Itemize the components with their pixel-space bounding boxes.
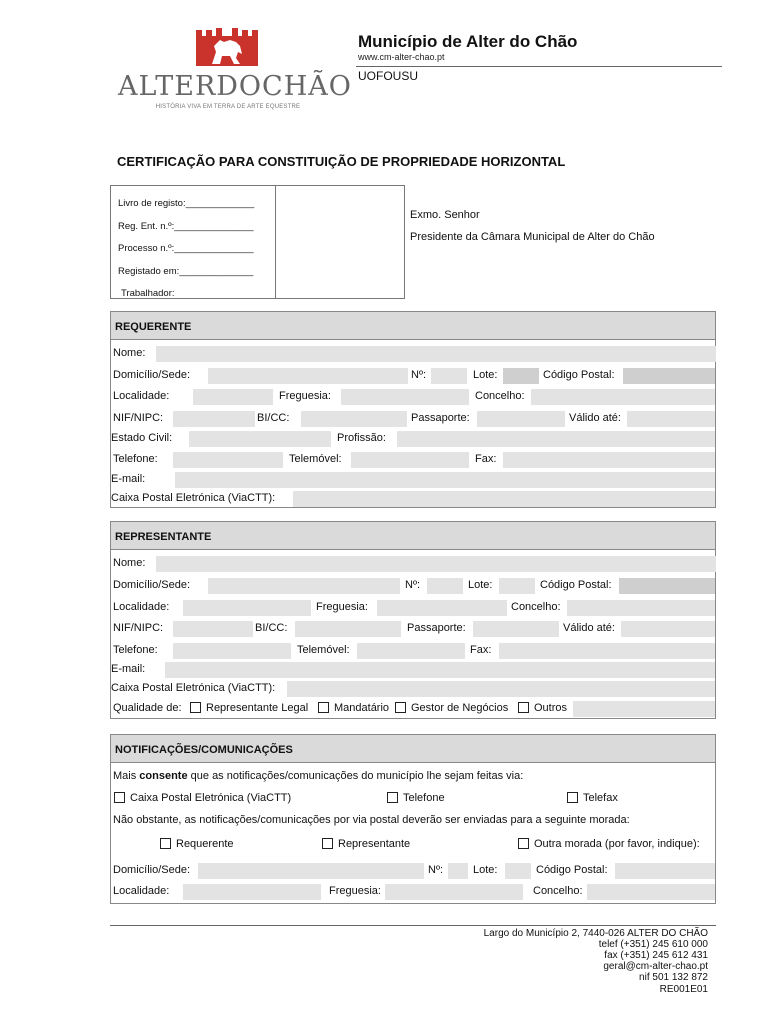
rep-gestor-label: Gestor de Negócios — [411, 702, 509, 714]
rep-passaporte-field[interactable] — [473, 621, 559, 637]
footer-doc-code: RE001E01 — [659, 984, 708, 995]
rep-localidade-field[interactable] — [183, 600, 311, 616]
rep-nif-field[interactable] — [173, 621, 253, 637]
req-domicilio-label: Domicílio/Sede: — [113, 369, 191, 381]
rep-legal-checkbox[interactable] — [190, 702, 201, 713]
req-bicc-label: BI/CC: — [257, 412, 290, 424]
req-passaporte-field[interactable] — [477, 411, 565, 427]
req-numero-label: Nº: — [411, 369, 427, 381]
notif-consent-pre: Mais — [113, 770, 137, 782]
footer-telef: telef (+351) 245 610 000 — [598, 939, 708, 950]
footer-fax: fax (+351) 245 612 431 — [604, 950, 708, 961]
req-nome-field[interactable] — [156, 346, 716, 362]
req-valido-label: Válido até: — [569, 412, 621, 424]
notif-outra-checkbox[interactable] — [518, 838, 529, 849]
rep-concelho-field[interactable] — [567, 600, 715, 616]
notif-localidade-field[interactable] — [183, 884, 321, 900]
registry-livro: Livro de registo:_____________ — [118, 198, 255, 209]
rep-telemovel-label: Telemóvel: — [297, 644, 350, 656]
req-telefone-label: Telefone: — [113, 453, 158, 465]
notif-lote-label: Lote: — [473, 864, 498, 876]
municipality-logo — [118, 28, 352, 114]
rep-email-field[interactable] — [165, 662, 715, 678]
rep-valido-label: Válido até: — [563, 622, 615, 634]
logo-slogan: HISTÓRIA VIVA EM TERRA DE ARTE EQUESTRE — [155, 104, 301, 110]
req-localidade-label: Localidade: — [113, 390, 170, 402]
registry-registado: Registado em:______________ — [118, 266, 254, 277]
req-caixa-label: Caixa Postal Eletrónica (ViaCTT): — [111, 492, 276, 504]
rep-mandatario-checkbox[interactable] — [318, 702, 329, 713]
rep-nome-label: Nome: — [113, 557, 146, 569]
notif-telefax-label: Telefax — [583, 792, 618, 804]
castle-horse-icon — [196, 28, 258, 66]
rep-legal-label: Representante Legal — [206, 702, 309, 714]
rep-bicc-label: BI/CC: — [255, 622, 288, 634]
req-fax-field[interactable] — [503, 452, 715, 468]
notif-numero-field[interactable] — [448, 863, 468, 879]
req-fax-label: Fax: — [475, 453, 497, 465]
logo-wordmark: ALTERDOCHÃO — [118, 71, 352, 102]
req-freguesia-field[interactable] — [341, 389, 469, 405]
notif-consent-bold: consente — [139, 770, 188, 782]
req-lote-label: Lote: — [473, 369, 498, 381]
notif-representante-checkbox[interactable] — [322, 838, 333, 849]
rep-domicilio-label: Domicílio/Sede: — [113, 579, 191, 591]
req-estado-civil-field[interactable] — [189, 431, 331, 447]
notif-cp-field[interactable] — [615, 863, 715, 879]
notif-cp-label: Código Postal: — [536, 864, 608, 876]
notif-domicilio-field[interactable] — [198, 863, 424, 879]
rep-telemovel-field[interactable] — [357, 643, 465, 659]
rep-qualidade-label: Qualidade de: — [113, 702, 182, 714]
rep-fax-label: Fax: — [470, 644, 492, 656]
req-cp-label: Código Postal: — [543, 369, 615, 381]
footer-email[interactable]: geral@cm-alter-chao.pt — [603, 961, 708, 972]
registry-box — [110, 185, 276, 299]
rep-caixa-label: Caixa Postal Eletrónica (ViaCTT): — [111, 682, 276, 694]
req-freguesia-label: Freguesia: — [279, 390, 331, 402]
req-profissao-label: Profissão: — [337, 432, 386, 444]
rep-bicc-field[interactable] — [295, 621, 401, 637]
rep-localidade-label: Localidade: — [113, 601, 170, 613]
notif-caixa-label: Caixa Postal Eletrónica (ViaCTT) — [130, 792, 292, 804]
req-telemovel-label: Telemóvel: — [289, 453, 342, 465]
rep-fax-field[interactable] — [499, 643, 715, 659]
rep-caixa-field[interactable] — [287, 681, 715, 697]
rep-outros-checkbox[interactable] — [518, 702, 529, 713]
website-link[interactable]: www.cm-alter-chao.pt — [358, 52, 445, 62]
rep-valido-field[interactable] — [621, 621, 715, 637]
req-domicilio-field[interactable] — [208, 368, 408, 384]
req-telemovel-field[interactable] — [351, 452, 469, 468]
req-estado-civil-label: Estado Civil: — [111, 432, 173, 444]
notif-telefone-checkbox[interactable] — [387, 792, 398, 803]
req-numero-field[interactable] — [431, 368, 467, 384]
addressee-recipient: Presidente da Câmara Municipal de Alter do Chão — [410, 231, 655, 243]
footer-nif: nif 501 132 872 — [639, 972, 708, 983]
rep-nome-field[interactable] — [156, 556, 716, 572]
footer-divider — [110, 925, 716, 926]
req-nif-label: NIF/NIPC: — [113, 412, 164, 424]
notif-notwithstanding: Não obstante, as notificações/comunicações por via postal deverão ser enviadas para a seguinte morada: — [113, 814, 630, 826]
rep-freguesia-label: Freguesia: — [316, 601, 368, 613]
rep-numero-label: Nº: — [405, 579, 421, 591]
notif-freguesia-label: Freguesia: — [329, 885, 381, 897]
req-passaporte-label: Passaporte: — [411, 412, 470, 424]
notif-concelho-field[interactable] — [587, 884, 715, 900]
notif-caixa-checkbox[interactable] — [114, 792, 125, 803]
rep-telefone-label: Telefone: — [113, 644, 158, 656]
notif-telefax-checkbox[interactable] — [567, 792, 578, 803]
rep-cp-label: Código Postal: — [540, 579, 612, 591]
requerente-section — [110, 311, 716, 508]
rep-freguesia-field[interactable] — [377, 600, 507, 616]
notif-numero-label: Nº: — [428, 864, 444, 876]
notif-freguesia-field[interactable] — [385, 884, 523, 900]
rep-numero-field[interactable] — [427, 578, 463, 594]
req-lote-field[interactable] — [503, 368, 539, 384]
notif-domicilio-label: Domicílio/Sede: — [113, 864, 191, 876]
notificacoes-heading: NOTIFICAÇÕES/COMUNICAÇÕES — [111, 735, 715, 763]
rep-telefone-field[interactable] — [173, 643, 291, 659]
notif-telefone-label: Telefone — [403, 792, 445, 804]
req-email-label: E-mail: — [111, 473, 146, 485]
notif-concelho-label: Concelho: — [533, 885, 583, 897]
req-valido-field[interactable] — [627, 411, 715, 427]
representante-heading: REPRESENTANTE — [111, 522, 715, 550]
requerente-heading: REQUERENTE — [111, 312, 715, 340]
rep-concelho-label: Concelho: — [511, 601, 561, 613]
notif-requerente-label: Requerente — [176, 838, 234, 850]
notificacoes-section — [110, 734, 716, 904]
rep-domicilio-field[interactable] — [208, 578, 400, 594]
req-telefone-field[interactable] — [173, 452, 283, 468]
registry-trabalhador: Trabalhador: — [121, 288, 175, 299]
notif-representante-label: Representante — [338, 838, 411, 850]
req-profissao-field[interactable] — [397, 431, 715, 447]
rep-outros-label: Outros — [534, 702, 568, 714]
req-nome-label: Nome: — [113, 347, 146, 359]
footer-address: Largo do Município 2, 7440-026 ALTER DO CHÃO — [483, 928, 708, 939]
rep-cp-field[interactable] — [619, 578, 715, 594]
representante-section — [110, 521, 716, 719]
req-nif-field[interactable] — [173, 411, 255, 427]
rep-lote-field[interactable] — [499, 578, 535, 594]
rep-mandatario-label: Mandatário — [334, 702, 390, 714]
municipality-name: Município de Alter do Chão — [358, 32, 578, 51]
rep-email-label: E-mail: — [111, 663, 146, 675]
req-concelho-label: Concelho: — [475, 390, 525, 402]
rep-lote-label: Lote: — [468, 579, 493, 591]
notif-lote-field[interactable] — [505, 863, 531, 879]
registry-processo: Processo n.º:_______________ — [118, 243, 254, 254]
req-concelho-field[interactable] — [531, 389, 715, 405]
registry-reg-ent: Reg. Ent. n.º:_______________ — [118, 221, 254, 232]
notif-localidade-label: Localidade: — [113, 885, 170, 897]
req-bicc-field[interactable] — [301, 411, 407, 427]
notif-consent-text — [113, 770, 523, 782]
registry-stamp-box — [275, 185, 405, 299]
req-localidade-field[interactable] — [193, 389, 273, 405]
unit-code: UOFOUSU — [358, 69, 418, 83]
notif-requerente-checkbox[interactable] — [160, 838, 171, 849]
notif-consent-post: que as notificações/comunicações do município lhe sejam feitas via: — [190, 770, 524, 782]
req-cp-field[interactable] — [623, 368, 715, 384]
rep-gestor-checkbox[interactable] — [395, 702, 406, 713]
header-divider — [356, 66, 722, 67]
rep-passaporte-label: Passaporte: — [407, 622, 466, 634]
rep-nif-label: NIF/NIPC: — [113, 622, 164, 634]
addressee-greeting: Exmo. Senhor — [410, 209, 480, 221]
req-caixa-field[interactable] — [293, 491, 715, 507]
rep-outros-field[interactable] — [573, 701, 715, 717]
notif-outra-label: Outra morada (por favor, indique): — [534, 838, 700, 850]
req-email-field[interactable] — [175, 472, 715, 488]
document-title: CERTIFICAÇÃO PARA CONSTITUIÇÃO DE PROPRIEDADE HORIZONTAL — [117, 154, 566, 169]
